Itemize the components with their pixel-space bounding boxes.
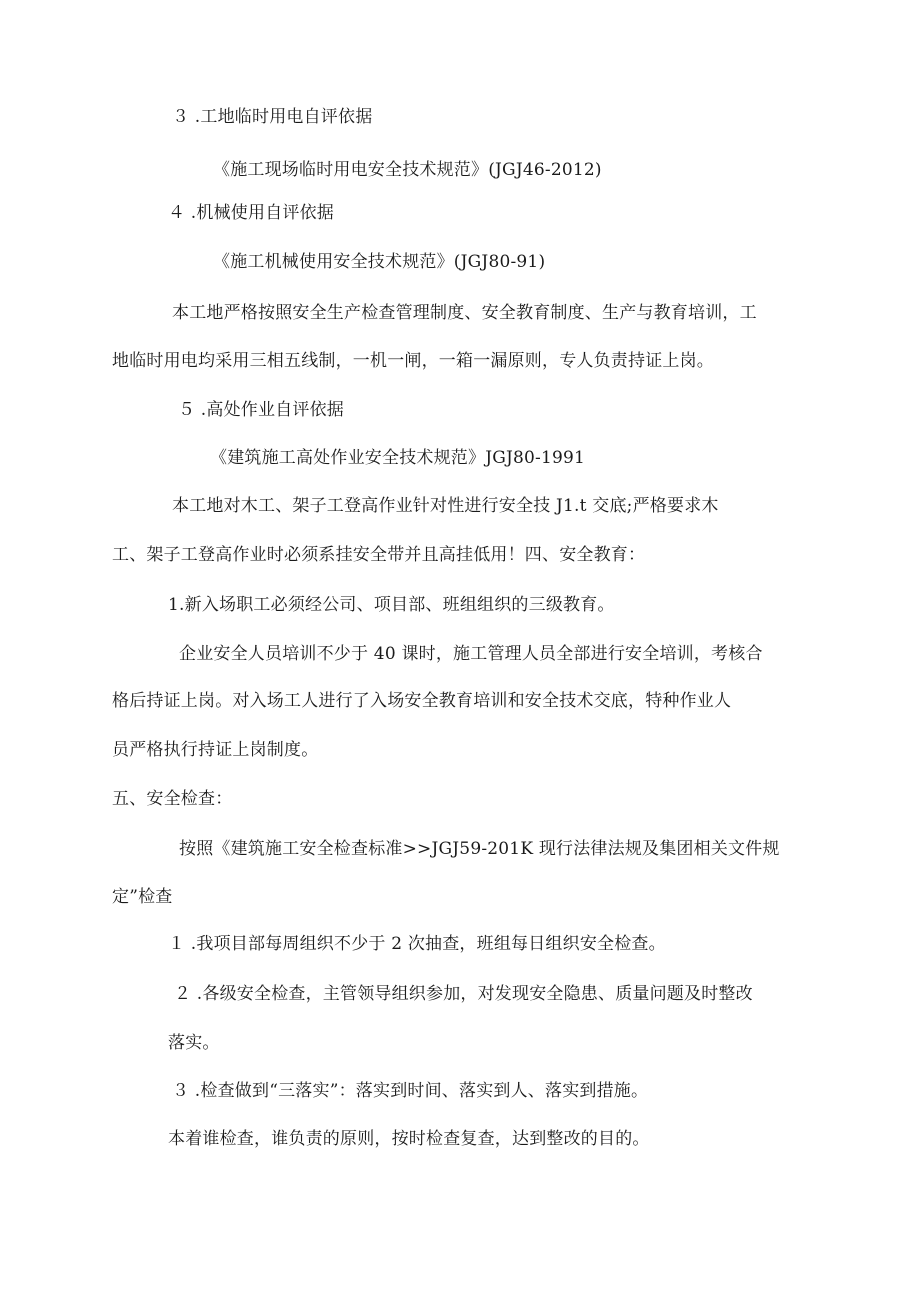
paragraph-line: 按照《建筑施工安全检查标准>>JGJ59-201K 现行法律法规及集团相关文件规: [179, 839, 780, 859]
paragraph-line: 员严格执行持证上岗制度。: [112, 740, 319, 760]
paragraph-line: 定”检查: [112, 887, 173, 907]
paragraph-line: 本工地对木工、架子工登高作业针对性进行安全技 J1.t 交底;严格要求木: [172, 496, 719, 516]
heading-item-3-electricity: ３ .工地临时用电自评依据: [172, 107, 373, 127]
paragraph-line: 地临时用电均采用三相五线制，一机一闸，一箱一漏原则，专人负责持证上岗。: [112, 351, 714, 371]
paragraph-line: 企业安全人员培训不少于 40 课时，施工管理人员全部进行安全培训，考核合: [179, 644, 763, 664]
closing-paragraph: 本着谁检查，谁负责的原则，按时检查复查，达到整改的目的。: [168, 1129, 650, 1149]
list-item-1-weekly-check: １ .我项目部每周组织不少于 2 次抽查，班组每日组织安全检查。: [168, 934, 666, 954]
list-item-3-three-implementations: ３ .检查做到“三落实”：落实到时间、落实到人、落实到措施。: [172, 1081, 649, 1101]
reference-jgj80-91: 《施工机械使用安全技术规范》(JGJ80-91): [213, 252, 546, 272]
heading-item-4-machinery: ４ .机械使用自评依据: [168, 203, 335, 223]
paragraph-line: 工、架子工登高作业时必须系挂安全带并且高挂低用！四、安全教育：: [112, 545, 646, 565]
section-heading-safety-inspection: 五、安全检查：: [112, 789, 233, 809]
reference-jgj46: 《施工现场临时用电安全技术规范》(JGJ46-2012): [213, 160, 602, 180]
paragraph-line: 格后持证上岗。对入场工人进行了入场安全教育培训和安全技术交底，特种作业人: [112, 691, 732, 711]
list-item-new-worker-education: 1.新入场职工必须经公司、项目部、班组组织的三级教育。: [168, 595, 615, 615]
heading-item-5-height-work: ５ .高处作业自评依据: [178, 400, 345, 420]
paragraph-line: 落实。: [168, 1033, 220, 1053]
reference-jgj80-1991: 《建筑施工高处作业安全技术规范》JGJ80-1991: [210, 448, 586, 468]
list-item-2-level-check: ２ .各级安全检查，主管领导组织参加，对发现安全隐患、质量问题及时整改: [174, 984, 753, 1004]
paragraph-line: 本工地严格按照安全生产检查管理制度、安全教育制度、生产与教育培训，工: [172, 303, 757, 323]
